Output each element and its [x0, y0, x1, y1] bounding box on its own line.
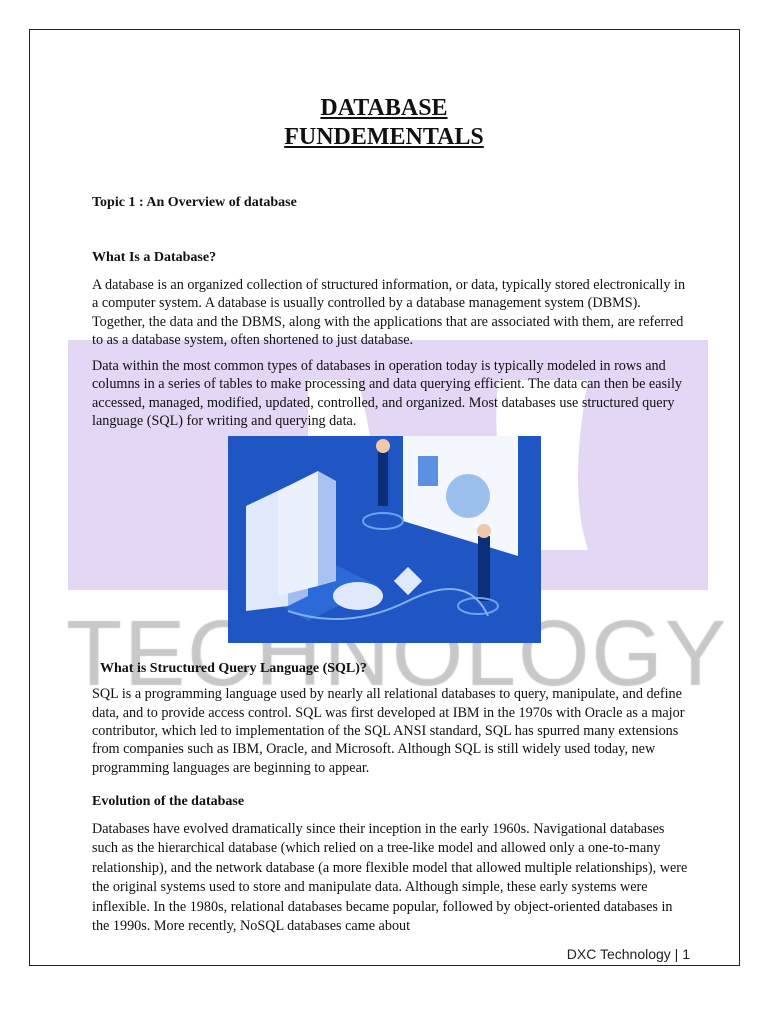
paragraph: A database is an organized collection of structured information, or data, typically stored electronically in a computer system. A database is usually controlled by a database management system (DBMS). Together, the data and the DBMS, along with the applications that are associated with them, are referred to as a database system, often shortened to just database.	[92, 277, 686, 348]
title-line-2: FUNDEMENTALS	[284, 124, 484, 150]
document-body	[92, 194, 688, 937]
section-heading: Evolution of the database	[92, 793, 245, 809]
topic-heading: Topic 1 : An Overview of database	[92, 195, 297, 210]
paragraph: Data within the most common types of databases in operation today is typically modeled in rows and columns in a series of tables to make processing and data querying efficient. The data can then be easily accessed, managed, modified, updated, controlled, and organized. Most databases use structured query language (SQL) for writing and querying data.	[92, 358, 683, 430]
document-title	[0, 94, 768, 152]
section-heading: What Is a Database?	[92, 250, 217, 265]
page-footer: DXC Technology | 1	[566, 946, 690, 962]
section-heading: What is Structured Query Language (SQL)?	[100, 661, 367, 677]
title-line-1: DATABASE	[320, 95, 448, 121]
paragraph: SQL is a programming language used by nearly all relational databases to query, manipulate, and define data, and to provide access control. SQL was first developed at IBM in the 1970s with Oracle as a major contributor, which led to implementation of the SQL ANSI standard, SQL has spurred many extensions from companies such as IBM, Oracle, and Microsoft. Although SQL is still widely used today, new programming languages are beginning to appear.	[92, 686, 685, 776]
database-illustration	[228, 436, 541, 643]
paragraph: Databases have evolved dramatically since their inception in the early 1960s. Navigational databases such as the hierarchical database (which relied on a tree-like model and allowed only a one-to-many relationship), and the network database (a more flexible model that allowed multiple relationships), were the original systems used to store and manipulate data. Although simple, these early systems were inflexible. In the 1980s, relational databases became popular, followed by object-oriented databases in the 1990s. More recently, NoSQL databases came about	[92, 820, 688, 935]
